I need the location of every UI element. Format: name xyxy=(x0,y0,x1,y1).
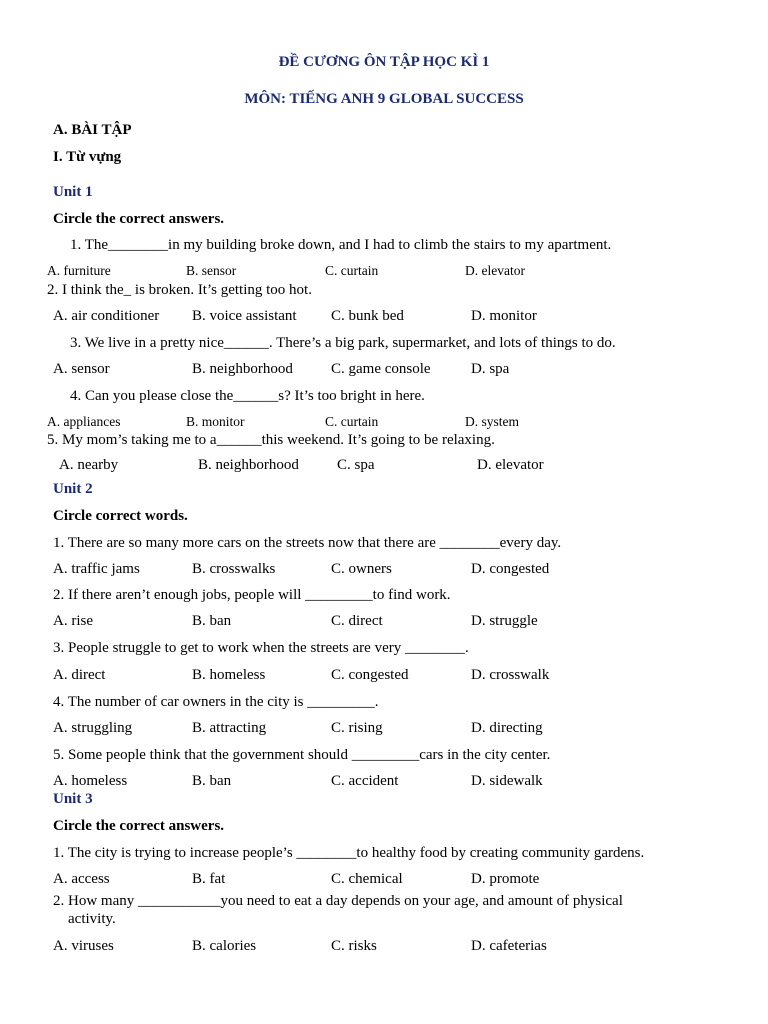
unit1-q1-option-b: B. sensor xyxy=(186,263,237,278)
unit1-q4-option-b: B. monitor xyxy=(186,414,245,429)
unit2-question-4: 4. The number of car owners in the city is _________. xyxy=(53,694,379,710)
unit1-q5-option-a: A. nearby xyxy=(59,457,119,473)
unit1-q4-option-c: C. curtain xyxy=(325,414,379,429)
unit2-question-5: 5. Some people think that the government should _________cars in the city center. xyxy=(53,747,551,763)
unit2-q1-option-d: D. congested xyxy=(471,561,550,577)
unit1-instruction: Circle the correct answers. xyxy=(53,211,225,227)
unit3-q2-option-d: D. cafeterias xyxy=(471,938,547,954)
subject-title: MÔN: TIẾNG ANH 9 GLOBAL SUCCESS xyxy=(244,91,524,107)
unit1-q5-option-d: D. elevator xyxy=(477,457,544,473)
unit2-q2-option-b: B. ban xyxy=(192,613,232,629)
unit1-q5-option-b: B. neighborhood xyxy=(198,457,299,473)
unit1-q1-option-d: D. elevator xyxy=(465,263,525,278)
unit2-q3-option-a: A. direct xyxy=(53,667,106,683)
unit2-q5-option-d: D. sidewalk xyxy=(471,773,543,789)
unit3-q1-option-d: D. promote xyxy=(471,871,540,887)
unit3-q2-option-c: C. risks xyxy=(331,938,377,954)
unit2-q3-option-b: B. homeless xyxy=(192,667,266,683)
unit2-question-3: 3. People struggle to get to work when the streets are very ________. xyxy=(53,640,469,656)
unit3-question-1: 1. The city is trying to increase people’s ________to healthy food by creating community gardens. xyxy=(53,845,645,861)
unit2-q2-option-d: D. struggle xyxy=(471,613,538,629)
unit2-q2-option-a: A. rise xyxy=(53,613,93,629)
unit2-question-1: 1. There are so many more cars on the streets now that there are ________every day. xyxy=(53,535,562,551)
unit2-q2-option-c: C. direct xyxy=(331,613,383,629)
unit2-q4-option-c: C. rising xyxy=(331,720,383,736)
section-a-heading: A. BÀI TẬP xyxy=(53,122,132,138)
unit2-q4-option-b: B. attracting xyxy=(192,720,267,736)
unit2-q3-option-c: C. congested xyxy=(331,667,409,683)
document-title: ĐỀ CƯƠNG ÔN TẬP HỌC KÌ 1 xyxy=(278,54,490,70)
unit1-q4-option-d: D. system xyxy=(465,414,519,429)
unit1-q2-option-b: B. voice assistant xyxy=(192,308,297,324)
unit2-q5-option-a: A. homeless xyxy=(53,773,128,789)
unit1-question-2: 2. I think the_ is broken. It’s getting too hot. xyxy=(47,282,312,298)
unit1-q2-option-c: C. bunk bed xyxy=(331,308,404,324)
unit2-q4-option-d: D. directing xyxy=(471,720,543,736)
unit1-question-4: 4. Can you please close the______s? It’s too bright in here. xyxy=(70,388,425,404)
unit2-q1-option-c: C. owners xyxy=(331,561,392,577)
unit3-q1-option-a: A. access xyxy=(53,871,110,887)
unit1-question-3: 3. We live in a pretty nice______. There’s a big park, supermarket, and lots of things to do. xyxy=(70,335,616,351)
unit2-q5-option-c: C. accident xyxy=(331,773,399,789)
unit1-q5-option-c: C. spa xyxy=(337,457,375,473)
unit3-q1-option-b: B. fat xyxy=(192,871,226,887)
unit3-q1-option-c: C. chemical xyxy=(331,871,403,887)
unit3-heading: Unit 3 xyxy=(53,791,93,807)
unit3-q2-option-a: A. viruses xyxy=(53,938,114,954)
unit1-q3-option-a: A. sensor xyxy=(53,361,110,377)
unit2-q1-option-b: B. crosswalks xyxy=(192,561,276,577)
unit1-heading: Unit 1 xyxy=(53,184,93,200)
unit1-q1-option-c: C. curtain xyxy=(325,263,379,278)
unit1-question-5: 5. My mom’s taking me to a______this weekend. It’s going to be relaxing. xyxy=(47,432,495,448)
unit1-q3-option-b: B. neighborhood xyxy=(192,361,293,377)
unit1-q3-option-d: D. spa xyxy=(471,361,510,377)
unit1-q2-option-a: A. air conditioner xyxy=(53,308,160,324)
unit3-q2-option-b: B. calories xyxy=(192,938,257,954)
unit1-q3-option-c: C. game console xyxy=(331,361,431,377)
unit2-instruction: Circle correct words. xyxy=(53,508,188,524)
unit1-q1-option-a: A. furniture xyxy=(47,263,111,278)
unit2-heading: Unit 2 xyxy=(53,481,93,497)
unit1-q2-option-d: D. monitor xyxy=(471,308,537,324)
unit3-question-2-continued: activity. xyxy=(68,911,116,927)
unit2-question-2: 2. If there aren’t enough jobs, people will _________to find work. xyxy=(53,587,451,603)
unit1-question-1: 1. The________in my building broke down, and I had to climb the stairs to my apartment. xyxy=(70,237,612,253)
unit1-q4-option-a: A. appliances xyxy=(47,414,121,429)
unit2-q4-option-a: A. struggling xyxy=(53,720,133,736)
unit2-q5-option-b: B. ban xyxy=(192,773,232,789)
unit2-q3-option-d: D. crosswalk xyxy=(471,667,550,683)
unit3-question-2: 2. How many ___________you need to eat a day depends on your age, and amount of physical xyxy=(53,893,623,909)
section-i-heading: I. Từ vựng xyxy=(53,149,122,165)
unit3-instruction: Circle the correct answers. xyxy=(53,818,225,834)
unit2-q1-option-a: A. traffic jams xyxy=(53,561,140,577)
